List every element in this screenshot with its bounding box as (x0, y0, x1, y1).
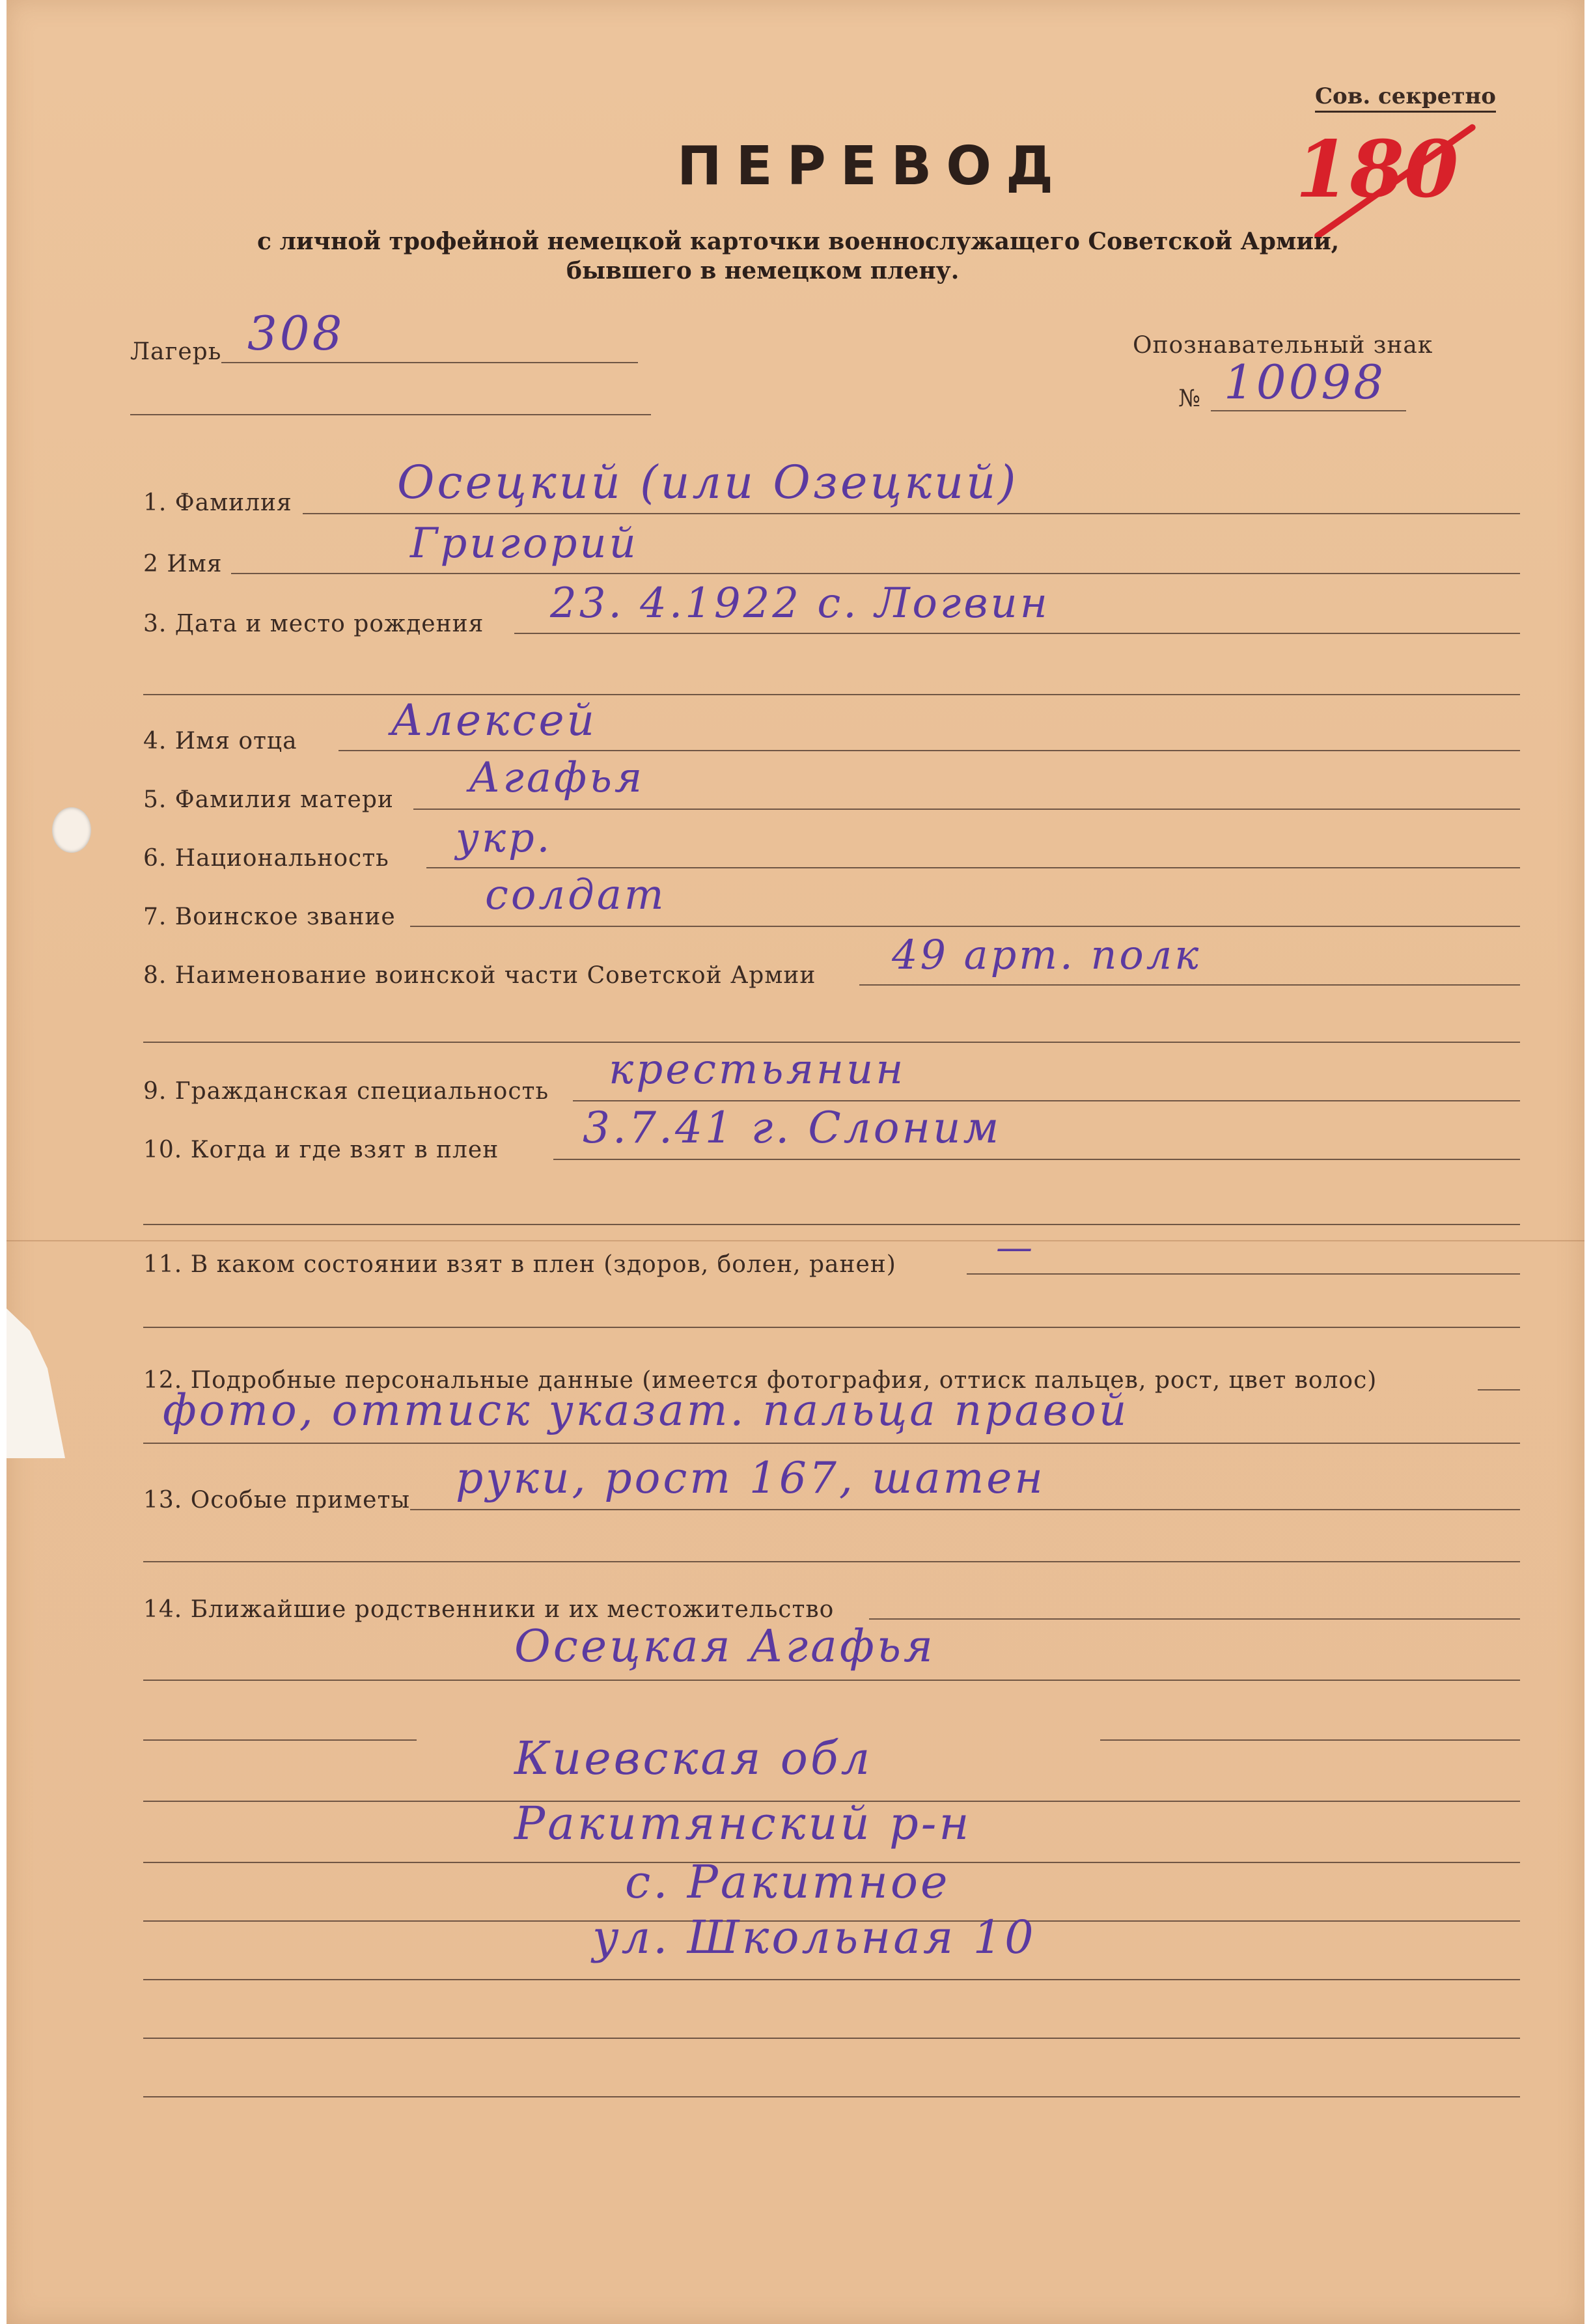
document-title: ПЕРЕВОД (677, 135, 1068, 197)
camp-label: Лагерь (130, 339, 222, 365)
field-label-3: 3. Дата и место рождения (143, 611, 484, 637)
punch-hole (52, 807, 91, 853)
field-value-8: 49 арт. полк (892, 931, 1202, 978)
field-label-14: 14. Ближайшие родственники и их местожительство (143, 1596, 835, 1623)
red-number: 180 (1295, 124, 1459, 215)
field-value-13: руки, рост 167, шатен (456, 1453, 1045, 1503)
field-rule-6 (426, 867, 1520, 868)
field-value-7: солдат (485, 871, 667, 919)
field-rule-8b (143, 1042, 1520, 1043)
secret-stamp: Сов. секретно (1315, 83, 1496, 113)
field-value-12: фото, оттиск указат. пальца правой (163, 1385, 1129, 1435)
field-rule-3b (143, 694, 1520, 695)
tag-label: Опознавательный знак (1133, 332, 1433, 359)
field-value-5: Агафья (469, 754, 645, 802)
field-label-13: 13. Особые приметы (143, 1487, 411, 1514)
tag-number-sign: № (1178, 385, 1202, 412)
field-label-10: 10. Когда и где взят в плен (143, 1137, 499, 1163)
field-label-12: 12. Подробные персональные данные (имеется фотография, оттиск пальцев, рост, цвет волос) (143, 1367, 1377, 1394)
camp-value: 308 (247, 306, 345, 361)
field-rule-8 (859, 984, 1520, 986)
field-label-6: 6. Национальность (143, 845, 389, 872)
field-rule-9 (573, 1100, 1520, 1101)
field-label-11: 11. В каком состоянии взят в плен (здоров, болен, ранен) (143, 1251, 896, 1278)
subtitle-line2: бывшего в немецком плену. (566, 257, 960, 284)
field-value-2: Григорий (410, 519, 639, 568)
rel-rule-2a (143, 1739, 417, 1741)
field-rule-10 (553, 1159, 1520, 1160)
camp-rule-2 (130, 414, 651, 415)
relative-line-5: ул. Школьная 10 (592, 1911, 1036, 1964)
field-rule-13 (410, 1509, 1520, 1510)
field-value-10: 3.7.41 г. Слоним (583, 1103, 1002, 1153)
tag-value: 10098 (1224, 355, 1387, 409)
rel-rule-8 (143, 2096, 1520, 2097)
field-label-1: 1. Фамилия (143, 490, 292, 516)
field-rule-13b (143, 1561, 1520, 1562)
rel-rule-7 (143, 2038, 1520, 2039)
field-rule-3 (514, 633, 1520, 634)
field-rule-2 (231, 573, 1520, 574)
field-rule-14 (869, 1618, 1520, 1620)
field-label-4: 4. Имя отца (143, 728, 297, 754)
subtitle-line1: с личной трофейной немецкой карточки военнослужащего Советской Армии, (257, 228, 1340, 255)
field-value-4: Алексей (391, 695, 598, 745)
field-rule-11b (143, 1327, 1520, 1328)
relative-line-3: Ракитянский р-н (514, 1797, 972, 1850)
field-rule-12 (1478, 1389, 1520, 1390)
rel-rule-2b (1100, 1739, 1520, 1741)
field-value-9: крестьянин (609, 1045, 906, 1094)
field-label-2: 2 Имя (143, 551, 223, 577)
relative-line-1: Осецкая Агафья (514, 1621, 935, 1672)
tag-rule (1211, 410, 1406, 411)
document-page (7, 0, 1584, 2324)
field-rule-7 (410, 926, 1520, 927)
field-rule-4 (339, 750, 1520, 751)
field-label-9: 9. Гражданская специальность (143, 1078, 549, 1105)
field-value-1: Осецкий (или Озецкий) (397, 456, 1019, 509)
field-value-11: — (996, 1226, 1035, 1269)
relative-line-4: с. Ракитное (625, 1855, 950, 1909)
field-rule-11 (967, 1273, 1520, 1275)
field-rule-10b (143, 1224, 1520, 1225)
field-rule-1 (303, 513, 1520, 514)
camp-rule (221, 362, 638, 363)
fold-line (7, 1240, 1584, 1241)
field-label-7: 7. Воинское звание (143, 904, 396, 930)
field-value-6: укр. (456, 814, 553, 861)
field-rule-12b (143, 1443, 1520, 1444)
field-rule-5 (413, 809, 1520, 810)
field-label-5: 5. Фамилия матери (143, 786, 394, 813)
field-value-3: 23. 4.1922 с. Логвин (550, 579, 1050, 628)
torn-edge (7, 1308, 65, 1458)
field-label-8: 8. Наименование воинской части Советской Армии (143, 962, 816, 989)
rel-rule-1 (143, 1680, 1520, 1681)
rel-rule-6 (143, 1979, 1520, 1980)
relative-line-2: Киевская обл (514, 1732, 873, 1785)
